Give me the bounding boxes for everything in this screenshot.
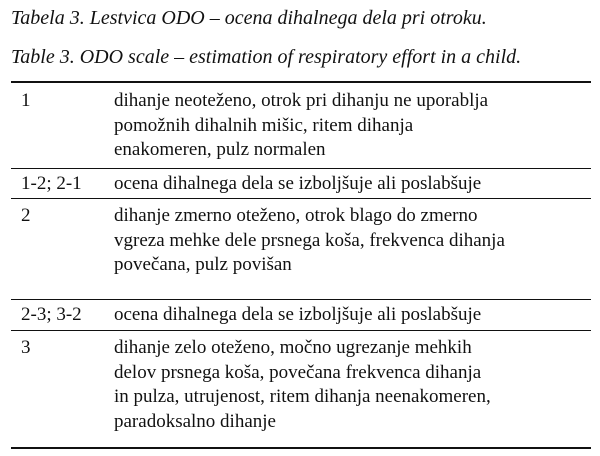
table-bottom-rule	[11, 447, 591, 449]
table-caption-english: Table 3. ODO scale – estimation of respiratory effort in a child.	[11, 46, 522, 68]
table-caption-slovene: Tabela 3. Lestvica ODO – ocena dihalnega dela pri otroku.	[11, 7, 487, 29]
row-description	[114, 336, 584, 434]
row-score: 1-2; 2-1	[21, 173, 82, 194]
row-score: 2	[21, 205, 31, 226]
row-description	[114, 204, 584, 278]
row-description	[114, 303, 584, 328]
description-line: paradoksalno dihanje	[114, 410, 276, 432]
description-line: enakomeren, pulz normalen	[114, 139, 326, 160]
description-line: in pulza, utrujenost, ritem dihanja neenakomeren,	[114, 386, 491, 407]
description-line: dihanje zelo oteženo, močno ugrezanje mehkih	[114, 337, 472, 358]
description-line: delov prsnega koša, povečana frekvenca dihanja	[114, 361, 482, 383]
row-score: 2-3; 3-2	[21, 304, 82, 325]
description-line: dihanje neoteženo, otrok pri dihanju ne uporablja	[114, 90, 489, 111]
row-description	[114, 172, 584, 197]
row-description	[114, 89, 584, 163]
row-divider	[11, 299, 591, 300]
row-score: 1	[21, 90, 31, 111]
row-divider	[11, 198, 591, 199]
table-top-rule	[11, 81, 591, 83]
row-divider	[11, 168, 591, 169]
description-line: dihanje zmerno oteženo, otrok blago do zmerno	[114, 205, 478, 226]
description-line: ocena dihalnega dela se izboljšuje ali poslabšuje	[114, 304, 482, 325]
description-line: povečana, pulz povišan	[114, 254, 292, 275]
description-line: pomožnih dihalnih mišic, ritem dihanja	[114, 114, 414, 136]
row-divider	[11, 330, 591, 331]
row-score: 3	[21, 337, 31, 358]
description-line: vgreza mehke dele prsnega koša, frekvenca dihanja	[114, 229, 505, 251]
description-line: ocena dihalnega dela se izboljšuje ali poslabšuje	[114, 173, 482, 194]
